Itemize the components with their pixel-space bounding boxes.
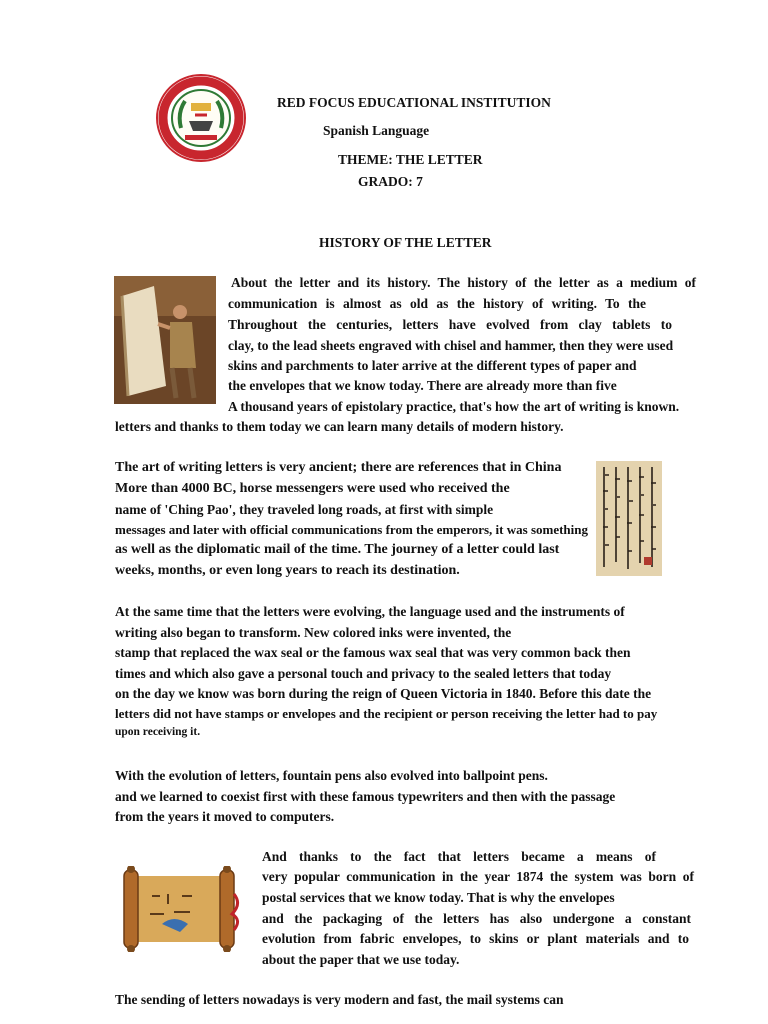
- p2-line-4: messages and later with official communications from the emperors, it was something: [115, 522, 589, 537]
- p3-line-6: letters did not have stamps or envelopes and the recipient or person receiving the letter had to pay: [115, 706, 658, 721]
- grade-label: GRADO: 7: [358, 174, 423, 189]
- p2-line-2: More than 4000 BC, horse messengers were used who received the: [115, 481, 510, 496]
- p5-line-2: very popular communication in the year 1874 the system was born of: [262, 869, 694, 884]
- p2-line-1: The art of writing letters is very ancient; there are references that in China: [115, 460, 562, 475]
- p1-line-5: skins and parchments to later arrive at the different types of paper and: [228, 358, 637, 373]
- p1-line-3: Throughout the centuries, letters have evolved from clay tablets to: [228, 317, 672, 332]
- p1-line-2: communication is almost as old as the history of writing. To the: [228, 296, 646, 311]
- institution-name: RED FOCUS EDUCATIONAL INSTITUTION: [277, 95, 551, 110]
- p3-line-2: writing also began to transform. New colored inks were invented, the: [115, 625, 512, 640]
- p3-line-1: At the same time that the letters were evolving, the language used and the instruments of: [115, 604, 625, 619]
- parchment-painting-image: [114, 276, 216, 404]
- p4-line-3: from the years it moved to computers.: [115, 809, 335, 824]
- chinese-calligraphy-image: [596, 461, 662, 576]
- p1-line-8: letters and thanks to them today we can learn many details of modern history.: [115, 419, 564, 434]
- p4-line-2: and we learned to coexist first with these famous typewriters and then with the passage: [115, 789, 616, 804]
- p5-line-1: And thanks to the fact that letters became a means of: [262, 849, 656, 864]
- subject-label: Spanish Language: [323, 123, 430, 138]
- p5-line-3: postal services that we know today. That is why the envelopes: [262, 890, 615, 905]
- p3-line-7: upon receiving it.: [115, 726, 201, 738]
- p3-line-5: on the day we know was born during the reign of Queen Victoria in 1840. Before this date the: [115, 686, 652, 701]
- p3-line-4: times and which also gave a personal touch and privacy to the sealed letters that today: [115, 666, 612, 681]
- p1-line-4: clay, to the lead sheets engraved with chisel and hammer, then they were used: [228, 338, 674, 353]
- page-title: HISTORY OF THE LETTER: [319, 235, 492, 250]
- papyrus-scroll-image: [122, 866, 242, 952]
- p1-line-7: A thousand years of epistolary practice, that's how the art of writing is known.: [228, 399, 680, 414]
- theme-label: THEME: THE LETTER: [338, 152, 483, 167]
- institution-logo: [155, 73, 247, 163]
- p5-line-5: evolution from fabric envelopes, to skins or plant materials and to: [262, 931, 689, 946]
- p1-line-1: About the letter and its history. The history of the letter as a medium of: [231, 275, 696, 290]
- p5-line-4: and the packaging of the letters has also undergone a constant: [262, 911, 691, 926]
- p5-line-6: about the paper that we use today.: [262, 952, 460, 967]
- p2-line-6: weeks, months, or even long years to reach its destination.: [115, 563, 460, 578]
- p3-line-3: stamp that replaced the wax seal or the famous wax seal that was very common back then: [115, 645, 631, 660]
- p2-line-3: name of 'Ching Pao', they traveled long roads, at first with simple: [115, 502, 494, 517]
- p4-line-1: With the evolution of letters, fountain pens also evolved into ballpoint pens.: [115, 768, 548, 783]
- p1-line-6: the envelopes that we know today. There are already more than five: [228, 378, 617, 393]
- p6-line-1: The sending of letters nowadays is very modern and fast, the mail systems can: [115, 992, 564, 1007]
- p2-line-5: as well as the diplomatic mail of the time. The journey of a letter could last: [115, 542, 560, 557]
